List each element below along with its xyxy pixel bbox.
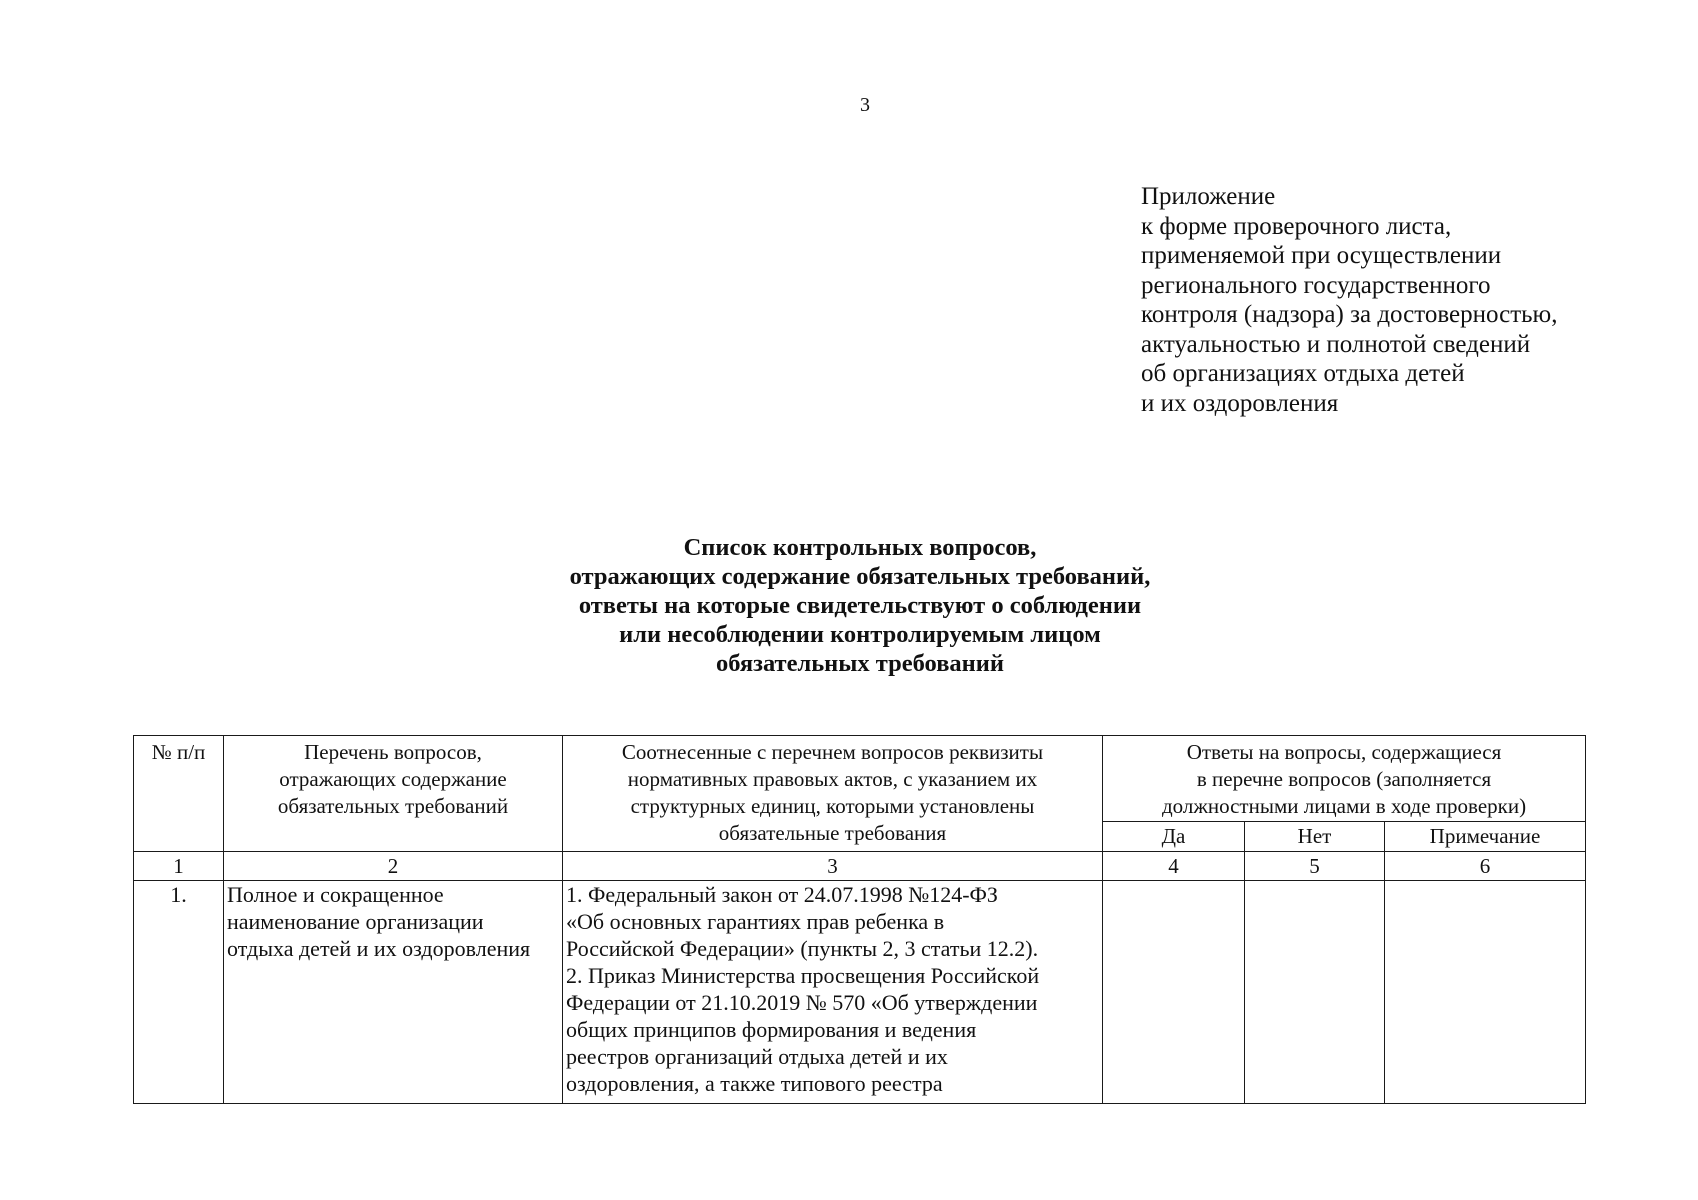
header-questions-line: Перечень вопросов, — [304, 740, 482, 764]
appendix-line: к форме проверочного листа, — [1141, 212, 1452, 240]
header-questions — [224, 736, 563, 852]
column-number: 4 — [1103, 852, 1245, 881]
header-acts-line: обязательные требования — [718, 821, 947, 845]
header-answers-line: в перечне вопросов (заполняется — [1196, 767, 1492, 791]
title-line: Список контрольных вопросов, — [683, 534, 1037, 561]
row-acts-line: оздоровления, а также типового реестра — [566, 1071, 943, 1096]
header-note: Примечание — [1385, 822, 1586, 852]
appendix-line: применяемой при осуществлении — [1141, 242, 1502, 269]
row-question-line: наименование организации — [227, 909, 484, 934]
header-answers-line: Ответы на вопросы, содержащиеся — [1186, 740, 1502, 764]
appendix-line: регионального государственного — [1141, 271, 1491, 299]
page-number: 3 — [860, 94, 870, 116]
row-acts-line: «Об основных гарантиях прав ребенка в — [566, 909, 945, 934]
column-number: 2 — [224, 852, 563, 881]
header-questions-line: отражающих содержание — [279, 767, 507, 791]
header-yes: Да — [1103, 822, 1245, 852]
title-line: обязательных требований — [715, 650, 1005, 677]
row-acts-line: Российской Федерации» (пункты 2, 3 статьи 12.2). — [566, 936, 1039, 961]
column-number: 6 — [1385, 852, 1586, 881]
row-acts-line: 2. Приказ Министерства просвещения Российской — [566, 963, 1040, 988]
document-title — [0, 533, 1698, 678]
header-acts — [563, 736, 1103, 852]
appendix-line: актуальностью и полнотой сведений — [1141, 330, 1531, 358]
header-answers — [1103, 736, 1586, 822]
checklist-table — [133, 735, 1586, 1104]
answer-no-cell[interactable] — [1245, 881, 1385, 1104]
column-number: 3 — [563, 852, 1103, 881]
header-acts-line: структурных единиц, которыми установлены — [630, 794, 1035, 818]
row-question — [224, 881, 563, 1104]
answer-note-cell[interactable] — [1385, 881, 1586, 1104]
header-no: Нет — [1245, 822, 1385, 852]
row-question-line: отдыха детей и их оздоровления — [227, 936, 531, 961]
title-line: ответы на которые свидетельствуют о соблюдении — [578, 592, 1142, 619]
table-row — [134, 881, 1586, 1104]
row-question-line: Полное и сокращенное — [227, 882, 444, 907]
header-questions-line: обязательных требований — [277, 794, 509, 818]
header-acts-line: Соотнесенные с перечнем вопросов реквизиты — [621, 740, 1044, 764]
header-num: № п/п — [134, 736, 224, 852]
header-answers-line: должностными лицами в ходе проверки) — [1161, 794, 1527, 818]
answer-yes-cell[interactable] — [1103, 881, 1245, 1104]
row-acts-line: Федерации от 21.10.2019 № 570 «Об утверждении — [566, 990, 1038, 1015]
row-acts-line: 1. Федеральный закон от 24.07.1998 №124-ФЗ — [566, 882, 998, 907]
column-number: 5 — [1245, 852, 1385, 881]
column-number: 1 — [134, 852, 224, 881]
appendix-line: Приложение — [1141, 183, 1276, 210]
row-acts-line: реестров организаций отдыха детей и их — [566, 1044, 948, 1069]
appendix-block — [1141, 182, 1641, 418]
appendix-line: об организациях отдыха детей — [1141, 360, 1465, 387]
header-acts-line: нормативных правовых актов, с указанием их — [627, 767, 1038, 791]
appendix-line: и их оздоровления — [1141, 389, 1339, 417]
row-number: 1. — [134, 881, 224, 1104]
row-acts-line: общих принципов формирования и ведения — [566, 1017, 977, 1042]
title-line: или несоблюдении контролируемым лицом — [619, 621, 1101, 648]
column-number-row — [134, 852, 1586, 881]
appendix-line: контроля (надзора) за достоверностью, — [1141, 301, 1558, 328]
title-line: отражающих содержание обязательных требований, — [569, 563, 1151, 590]
row-acts — [563, 881, 1103, 1104]
